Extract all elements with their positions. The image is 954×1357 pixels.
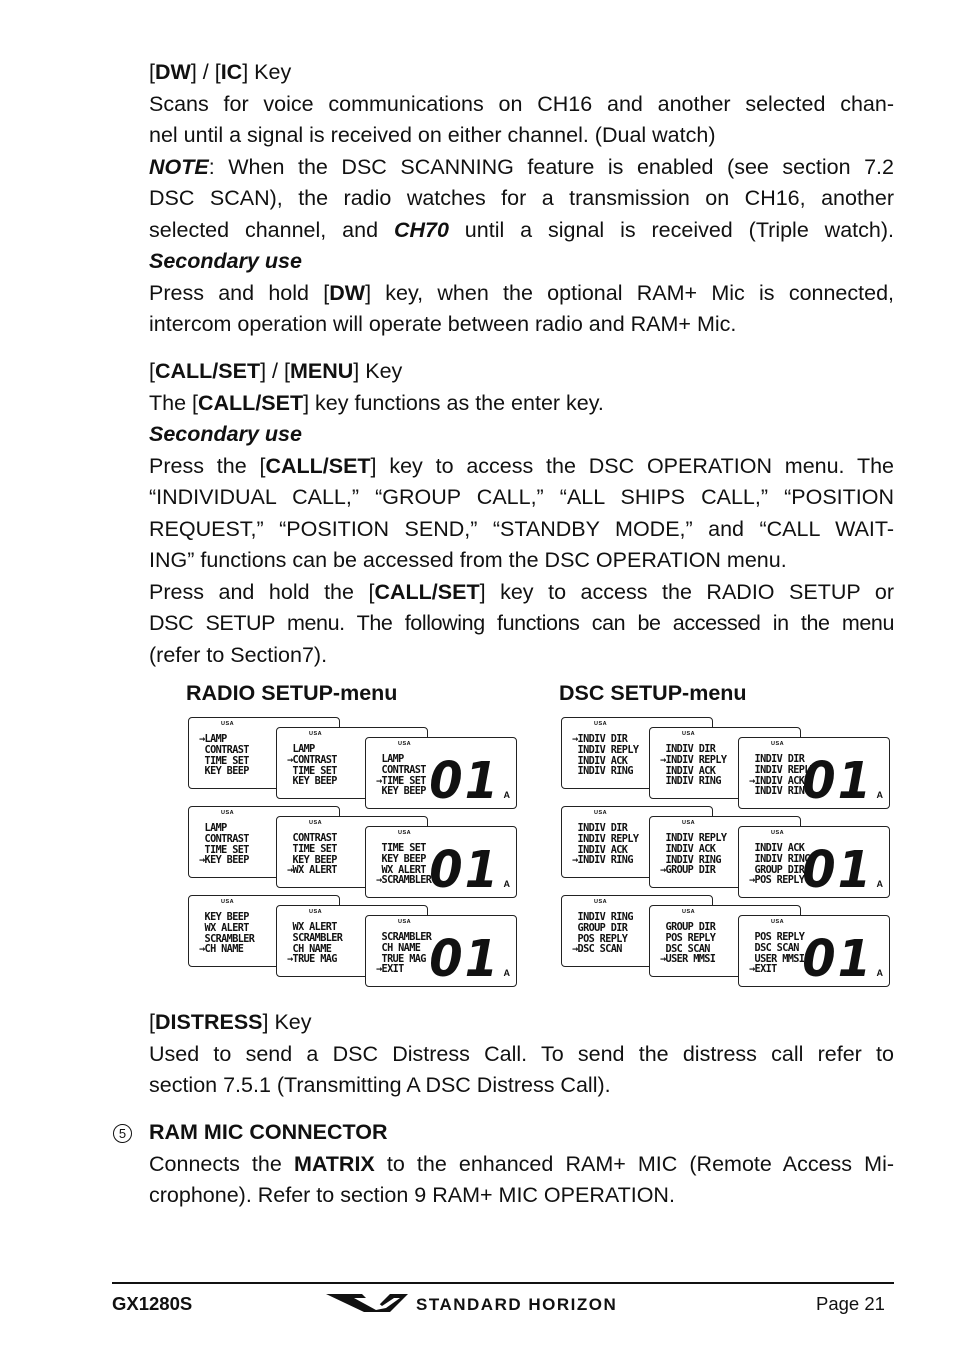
dw-desc-line2: nel until a signal is received on either channel. (Dual watch) [149, 123, 716, 147]
brand-logo-icon [324, 1290, 684, 1316]
call-p2-line2: DSC SETUP menu. The following functions can be accessed in the menu [149, 611, 894, 635]
lcd-region-label: USA [309, 909, 323, 915]
lcd-region-label: USA [594, 810, 608, 816]
lcd-menu-list: INDIV ACK INDIV RING GROUP DIR →POS REPLY [749, 843, 810, 887]
distress-line1: Used to send a DSC Distress Call. To send the distress call refer to [149, 1041, 894, 1066]
lcd-region-label: USA [221, 899, 235, 905]
dw-desc-line1: Scans for voice communications on CH16 and another selected chan- [149, 91, 894, 116]
item-number-badge: 5 [113, 1124, 132, 1143]
dsc-lcd-screen [738, 826, 890, 898]
radio-lcd-screen [365, 737, 517, 809]
ram-mic-heading: RAM MIC CONNECTOR [149, 1120, 388, 1144]
call-p2-line1: Press and hold the [CALL/SET] key to access the RADIO SETUP or [149, 579, 894, 604]
footer-model: GX1280S [112, 1293, 193, 1314]
ram-mic-line1: Connects the MATRIX to the enhanced RAM+ MIC (Remote Access Mi- [149, 1151, 895, 1176]
lcd-menu-list: TIME SET KEY BEEP WX ALERT →SCRAMBLER [376, 843, 432, 887]
lcd-menu-list: →INDIV DIR INDIV REPLY INDIV ACK INDIV RING [572, 734, 639, 778]
lcd-menu-list: INDIV DIR INDIV REPLY →INDIV ACK INDIV RING [749, 754, 816, 798]
lcd-region-label: USA [398, 741, 412, 747]
lcd-channel-suffix: A [503, 790, 510, 800]
call-p1-line1: Press the [CALL/SET] key to access the DSC OPERATION menu. The [149, 453, 894, 478]
lcd-region-label: USA [771, 830, 785, 836]
lcd-menu-list: POS REPLY DSC SCAN USER MMSI →EXIT [749, 932, 805, 976]
radio-lcd-screen [365, 915, 517, 987]
svg-text:STANDARD HORIZON: STANDARD HORIZON [416, 1295, 618, 1314]
dw-key-heading: [DW] / [IC] Key [149, 60, 292, 84]
lcd-channel-suffix: A [876, 968, 883, 978]
radio-setup-menu-title: RADIO SETUP-menu [186, 681, 398, 705]
distress-key-section [149, 1007, 894, 1102]
lcd-menu-list: CONTRAST TIME SET KEY BEEP →WX ALERT [287, 833, 337, 877]
lcd-region-label: USA [594, 721, 608, 727]
ram-mic-section [149, 1117, 894, 1212]
call-line1: The [CALL/SET] key functions as the enter key. [149, 390, 604, 415]
lcd-channel-digits: 01 [429, 929, 500, 987]
lcd-region-label: USA [682, 731, 696, 737]
dsc-setup-menu-title: DSC SETUP-menu [559, 681, 747, 705]
lcd-menu-list: INDIV REPLY INDIV ACK INDIV RING →GROUP DIR [660, 833, 727, 877]
footer-page-number: Page 21 [816, 1293, 885, 1314]
ram-mic-line2: crophone). Refer to section 9 RAM+ MIC OPERATION. [149, 1183, 675, 1207]
lcd-channel-suffix: A [876, 879, 883, 889]
dw-sec-line1: Press and hold [DW] key, when the optional RAM+ Mic is connected, [149, 280, 895, 305]
footer-rule [112, 1282, 894, 1284]
lcd-menu-list: INDIV DIR →INDIV REPLY INDIV ACK INDIV RING [660, 744, 727, 788]
call-p1-line4: ING” functions can be accessed from the DSC OPERATION menu. [149, 548, 787, 572]
lcd-menu-list: GROUP DIR POS REPLY DSC SCAN →USER MMSI [660, 922, 716, 966]
call-key-section [149, 356, 894, 671]
lcd-region-label: USA [682, 820, 696, 826]
lcd-menu-list: SCRAMBLER CH NAME TRUE MAG →EXIT [376, 932, 432, 976]
distress-key-heading: [DISTRESS] Key [149, 1010, 312, 1034]
lcd-channel-digits: 01 [802, 840, 873, 898]
lcd-channel-digits: 01 [429, 751, 500, 809]
call-p2-line3: (refer to Section7). [149, 642, 328, 667]
dw-note-line1: NOTE: When the DSC SCANNING feature is enabled (see section 7.2 [149, 154, 894, 179]
lcd-channel-suffix: A [876, 790, 883, 800]
lcd-region-label: USA [398, 830, 412, 836]
distress-line2: section 7.5.1 (Transmitting A DSC Distress Call). [149, 1073, 611, 1097]
lcd-menu-list: KEY BEEP WX ALERT SCRAMBLER →CH NAME [199, 912, 255, 956]
brand-logo [324, 1290, 684, 1321]
lcd-menu-list: WX ALERT SCRAMBLER CH NAME →TRUE MAG [287, 922, 343, 966]
dw-secondary-label: Secondary use [149, 249, 302, 273]
dw-sec-line2: intercom operation will operate between radio and RAM+ Mic. [149, 312, 737, 336]
lcd-region-label: USA [771, 741, 785, 747]
lcd-channel-digits: 01 [802, 751, 873, 809]
lcd-region-label: USA [221, 721, 235, 727]
lcd-region-label: USA [309, 731, 323, 737]
lcd-menu-list: LAMP →CONTRAST TIME SET KEY BEEP [287, 744, 337, 788]
lcd-menu-list: LAMP CONTRAST TIME SET →KEY BEEP [199, 823, 249, 867]
lcd-channel-suffix: A [503, 879, 510, 889]
lcd-region-label: USA [682, 909, 696, 915]
lcd-menu-list: →LAMP CONTRAST TIME SET KEY BEEP [199, 734, 249, 778]
lcd-region-label: USA [221, 810, 235, 816]
lcd-region-label: USA [771, 919, 785, 925]
lcd-region-label: USA [594, 899, 608, 905]
call-p1-line2: “INDIVIDUAL CALL,” “GROUP CALL,” “ALL SHIPS CALL,” “POSITION [149, 485, 894, 509]
lcd-channel-suffix: A [503, 968, 510, 978]
lcd-region-label: USA [398, 919, 412, 925]
lcd-menu-list: INDIV DIR INDIV REPLY INDIV ACK →INDIV RING [572, 823, 639, 867]
dw-note-line2: DSC SCAN), the radio watches for a transmission on CH16, another [149, 186, 894, 210]
call-p1-line3: REQUEST,” “POSITION SEND,” “STANDBY MODE,” and “CALL WAIT- [149, 516, 894, 541]
lcd-menu-list: INDIV RING GROUP DIR POS REPLY →DSC SCAN [572, 912, 633, 956]
lcd-menu-list: LAMP CONTRAST →TIME SET KEY BEEP [376, 754, 426, 798]
lcd-channel-digits: 01 [802, 929, 873, 987]
dsc-lcd-screen [738, 915, 890, 987]
call-key-heading: [CALL/SET] / [MENU] Key [149, 359, 403, 383]
lcd-region-label: USA [309, 820, 323, 826]
dw-note-line3: selected channel, and CH70 until a signal is received (Triple watch). [149, 217, 894, 242]
lcd-channel-digits: 01 [429, 840, 500, 898]
dsc-lcd-screen [738, 737, 890, 809]
call-secondary-label: Secondary use [149, 422, 302, 446]
dw-key-section [149, 57, 894, 341]
radio-lcd-screen [365, 826, 517, 898]
